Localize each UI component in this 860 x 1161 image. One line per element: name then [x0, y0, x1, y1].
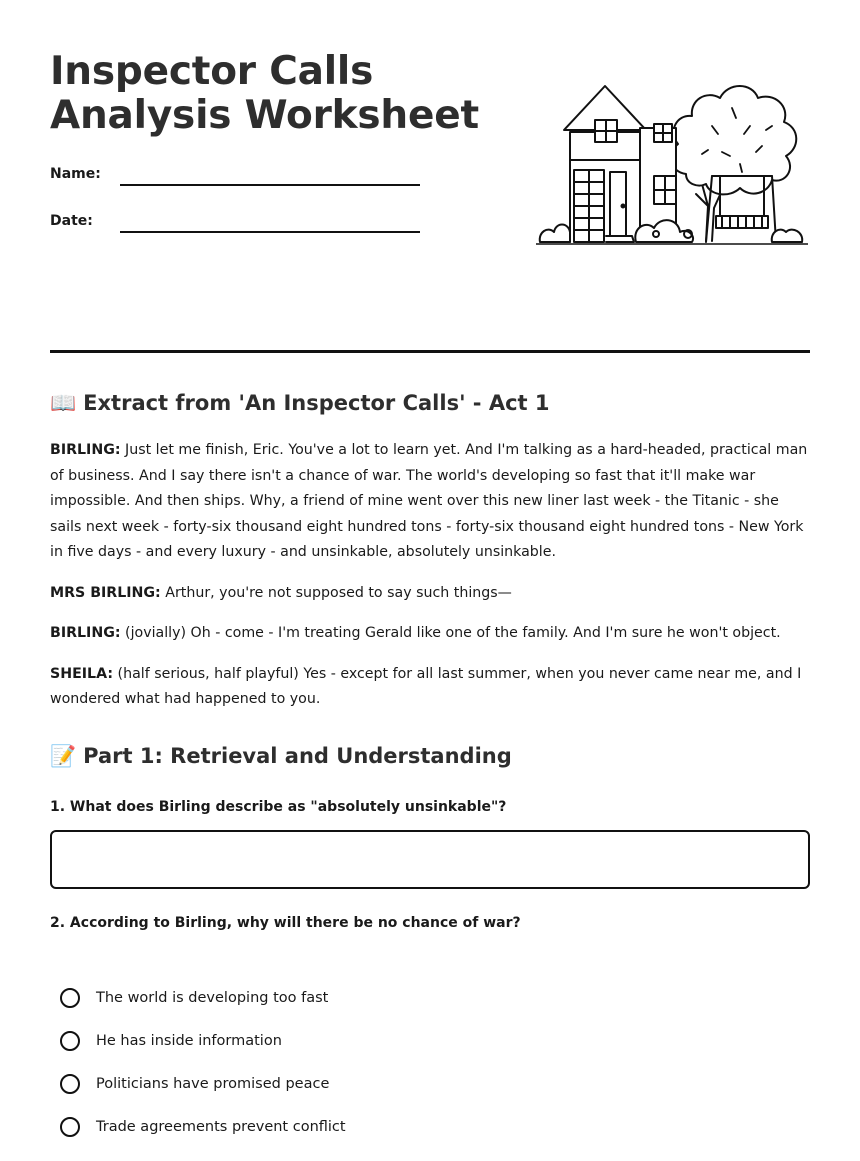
- extract-heading: [50, 391, 550, 416]
- date-label: Date:: [50, 213, 93, 229]
- dialogue-text: (half serious, half playful) Yes - except for all last summer, when you never came near me, and I wondered what had happened to you.: [50, 665, 802, 707]
- extract-line: [50, 662, 812, 713]
- page-title: Inspector Calls Analysis Worksheet: [50, 49, 479, 138]
- radio-button[interactable]: [60, 1031, 80, 1051]
- question-2: 2. According to Birling, why will there be no chance of war?: [50, 915, 521, 931]
- extract-line: [50, 438, 812, 566]
- radio-button[interactable]: [60, 1117, 80, 1137]
- part1-heading-text: Part 1: Retrieval and Understanding: [83, 744, 512, 768]
- section-divider: [50, 350, 810, 353]
- name-line[interactable]: [120, 184, 420, 186]
- option-label: Politicians have promised peace: [96, 1075, 330, 1092]
- extract-body: [50, 438, 812, 728]
- extract-line: [50, 621, 812, 647]
- part1-heading: [50, 744, 512, 769]
- speaker-name: BIRLING:: [50, 625, 121, 641]
- dialogue-text: Arthur, you're not supposed to say such things—: [160, 584, 512, 601]
- question-1-answer-input[interactable]: [50, 830, 810, 889]
- house-illustration: [536, 56, 808, 252]
- dialogue-text: (jovially) Oh - come - I'm treating Gerald like one of the family. And I'm sure he won't object.: [120, 625, 781, 641]
- option-item[interactable]: [60, 976, 346, 1019]
- name-label: Name:: [50, 166, 101, 182]
- dialogue-text: Just let me finish, Eric. You've a lot to learn yet. And I'm talking as a hard-headed, practical man of business. And I say there isn't a chance of war. The world's developing so fast that it'll make war impossible. And then ships. Why, a friend of mine went over this new liner last week - the Titanic - she sails next week - forty-six thousand eight hundred tons - forty-six thousand eight hundred tons - New York in five days - and every luxury - and unsinkable, absolutely unsinkable.: [50, 442, 808, 560]
- radio-button[interactable]: [60, 1074, 80, 1094]
- memo-icon: 📝: [50, 744, 77, 768]
- option-label: Trade agreements prevent conflict: [96, 1118, 346, 1135]
- name-field[interactable]: [50, 166, 420, 196]
- question-2-options: [60, 976, 346, 1148]
- option-item[interactable]: [60, 1062, 346, 1105]
- option-item[interactable]: [60, 1019, 346, 1062]
- date-line[interactable]: [120, 231, 420, 233]
- extract-heading-text: Extract from 'An Inspector Calls' - Act 1: [83, 391, 550, 415]
- speaker-name: SHEILA:: [50, 665, 114, 682]
- extract-line: [50, 581, 812, 607]
- radio-button[interactable]: [60, 988, 80, 1008]
- date-field[interactable]: [50, 213, 420, 243]
- question-1: 1. What does Birling describe as "absolutely unsinkable"?: [50, 799, 507, 815]
- book-icon: 📖: [50, 391, 77, 415]
- speaker-name: BIRLING:: [50, 442, 121, 458]
- option-label: He has inside information: [96, 1032, 282, 1049]
- speaker-name: MRS BIRLING:: [50, 584, 161, 601]
- option-item[interactable]: [60, 1105, 346, 1148]
- option-label: The world is developing too fast: [96, 989, 329, 1006]
